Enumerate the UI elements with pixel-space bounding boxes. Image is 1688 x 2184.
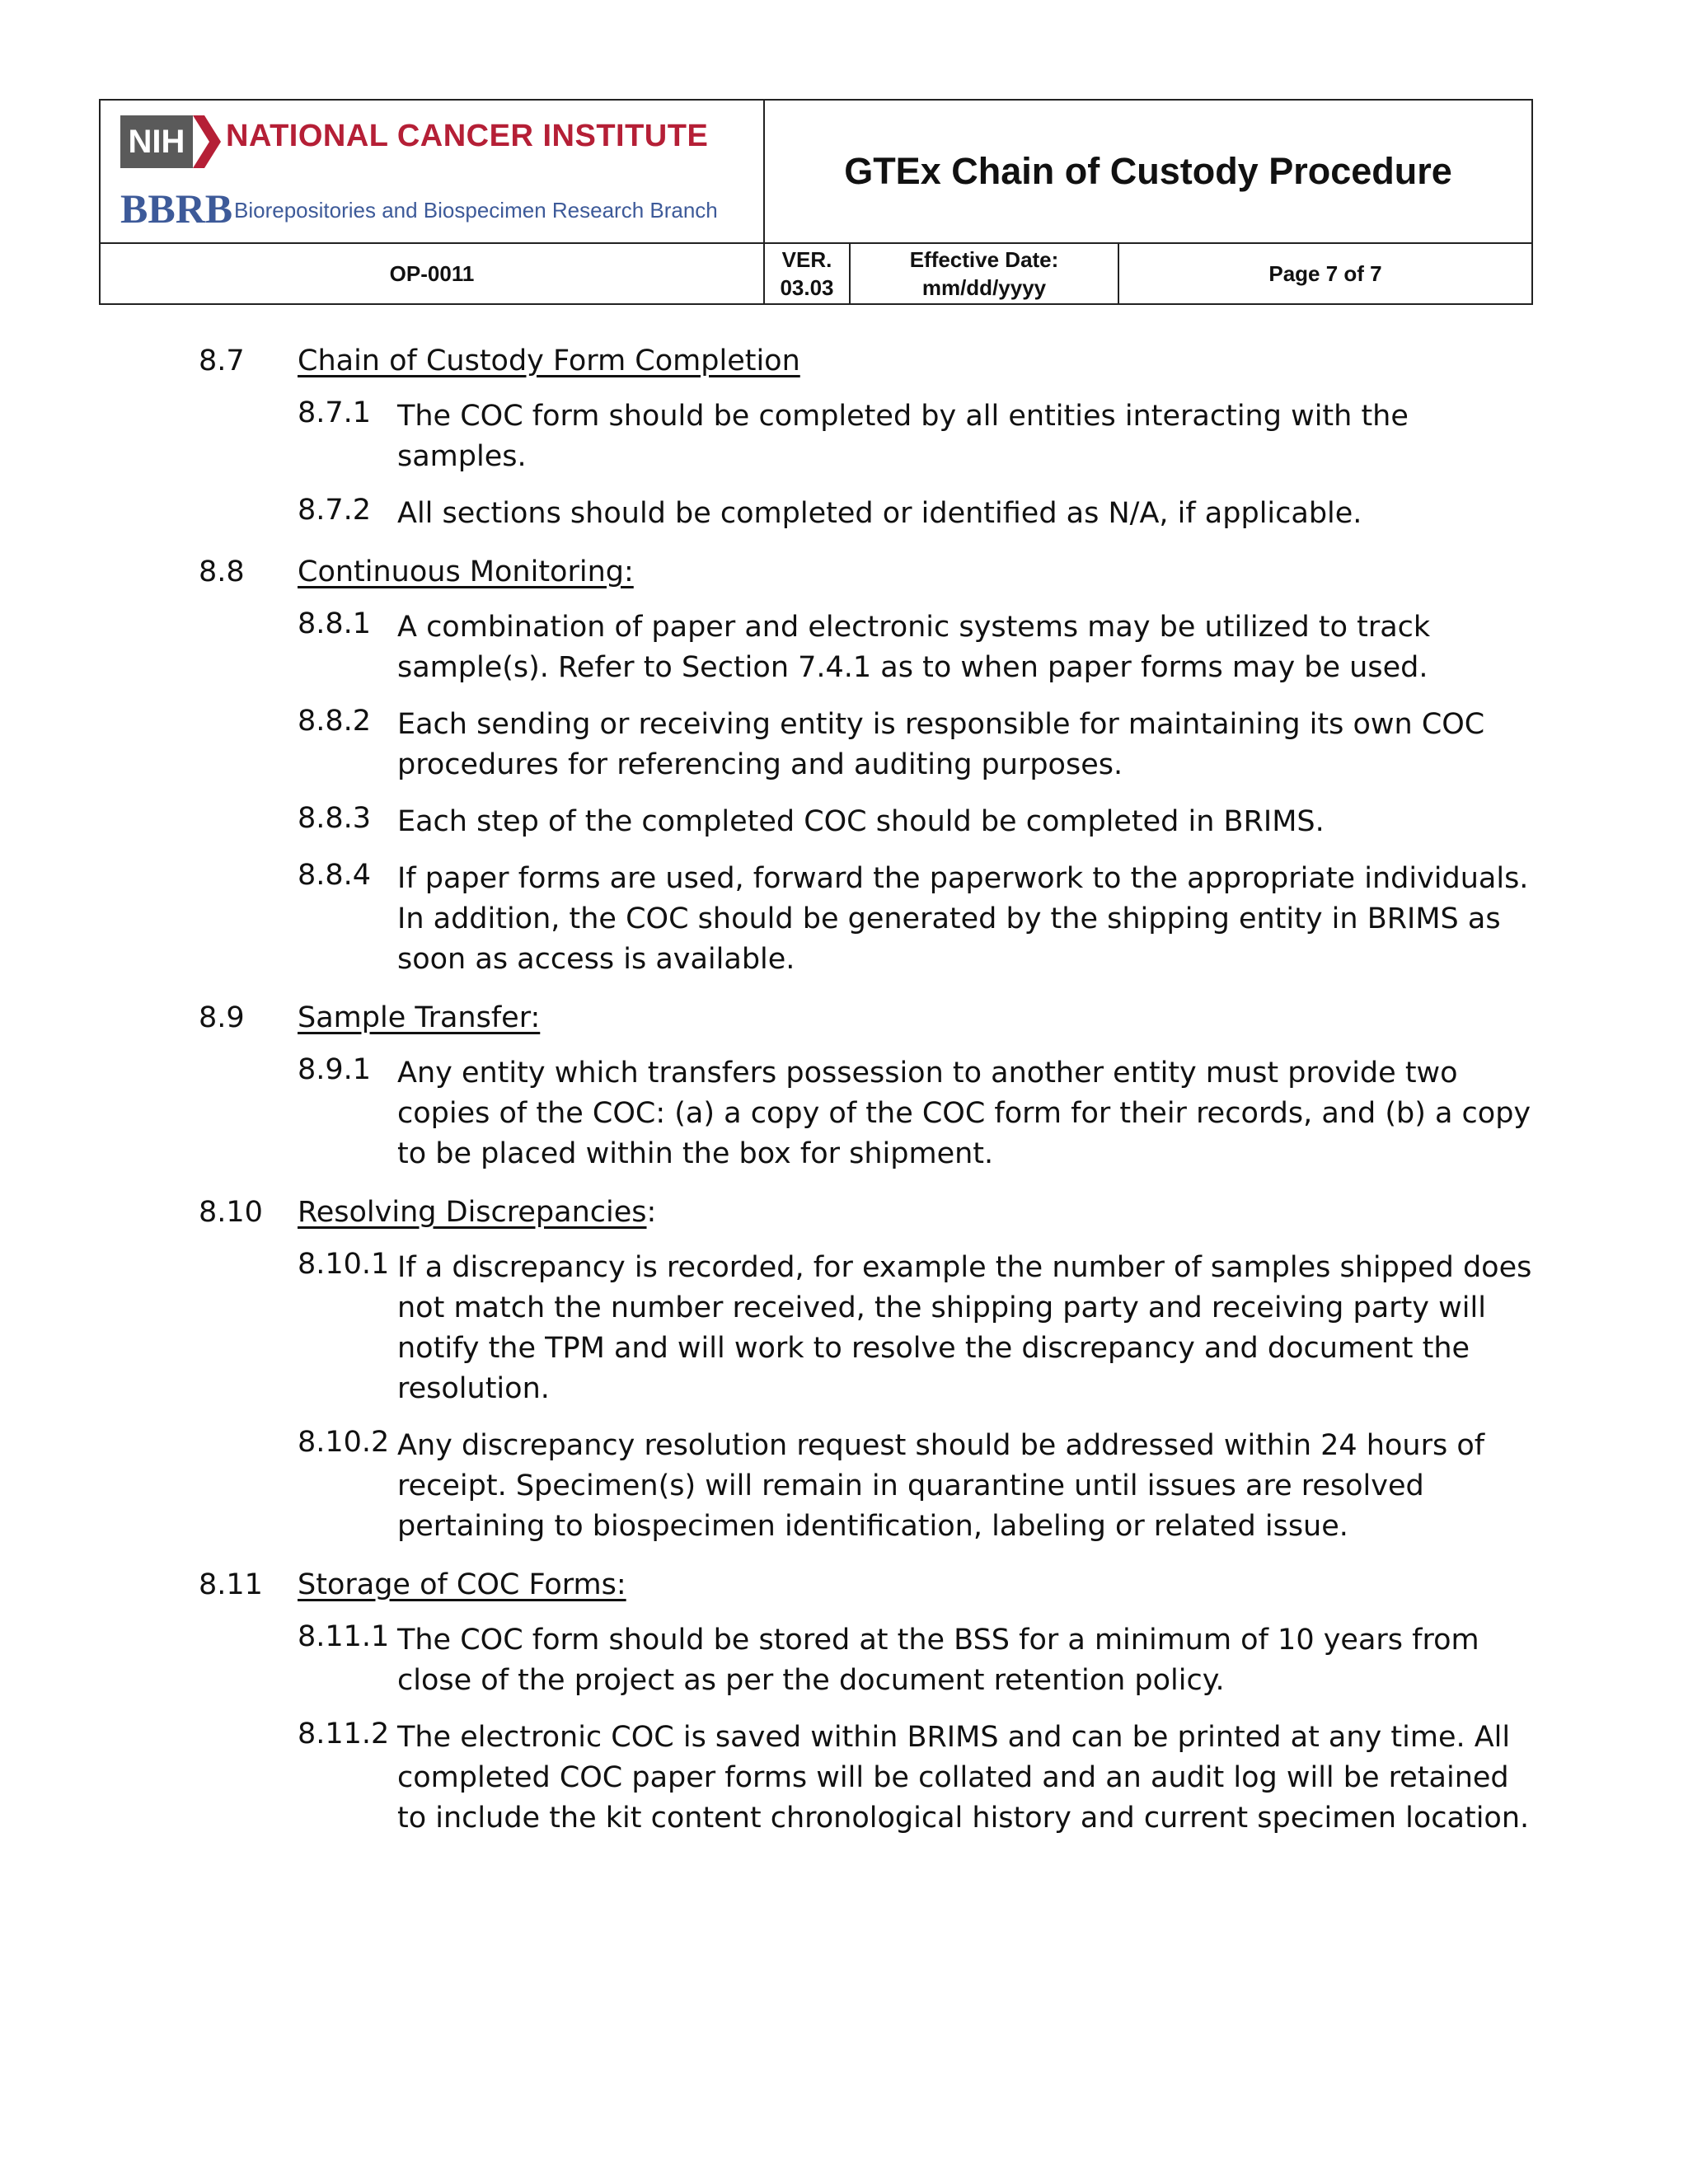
version-cell bbox=[765, 244, 851, 303]
item-text: The COC form should be completed by all entities interacting with the samples. bbox=[397, 400, 1409, 473]
header-top-row bbox=[101, 101, 1531, 244]
section-title-wrap bbox=[298, 344, 800, 377]
list-item bbox=[0, 494, 1688, 551]
list-item bbox=[0, 1248, 1688, 1426]
item-number: 8.11.2 bbox=[298, 1718, 390, 1750]
effective-date-value: mm/dd/yyyy bbox=[921, 275, 1047, 300]
version-label: VER. bbox=[781, 247, 832, 272]
item-text: The electronic COC is saved within BRIMS and can be printed at any time. All completed COC paper forms will be collated and an audit log will be retained to include the kit content chronological history and current specimen location. bbox=[397, 1721, 1530, 1835]
effective-date-cell bbox=[851, 244, 1119, 303]
page-number: Page 7 of 7 bbox=[1268, 261, 1382, 286]
list-item bbox=[0, 859, 1688, 996]
item-number: 8.8.4 bbox=[298, 859, 372, 892]
item-number: 8.8.2 bbox=[298, 705, 372, 738]
section-number: 8.9 bbox=[199, 1001, 245, 1034]
list-item bbox=[0, 1053, 1688, 1191]
section-heading bbox=[0, 1563, 1688, 1620]
section-title-wrap bbox=[298, 1196, 656, 1229]
section-heading bbox=[0, 996, 1688, 1053]
section-number: 8.10 bbox=[199, 1196, 263, 1229]
list-item bbox=[0, 607, 1688, 705]
section-title-wrap bbox=[298, 1568, 626, 1601]
item-text: If a discrepancy is recorded, for example the number of samples shipped does not match the number received, the shipping party and receiving party will notify the TPM and will work to resolve the discrepancy and document the resolution. bbox=[397, 1251, 1532, 1405]
document-body bbox=[0, 340, 1688, 1855]
item-text: Each step of the completed COC should be completed in BRIMS. bbox=[397, 805, 1325, 838]
item-number: 8.10.1 bbox=[298, 1248, 390, 1281]
list-item bbox=[0, 396, 1688, 494]
section-title: Storage of COC Forms: bbox=[298, 1568, 626, 1601]
section-heading bbox=[0, 340, 1688, 396]
list-item bbox=[0, 705, 1688, 802]
item-text: If paper forms are used, forward the paperwork to the appropriate individuals. In addition, the COC should be generated by the shipping entity in BRIMS as soon as access is available. bbox=[397, 862, 1529, 976]
item-number: 8.7.1 bbox=[298, 396, 372, 429]
version-value: 03.03 bbox=[780, 275, 834, 300]
item-number: 8.10.2 bbox=[298, 1426, 390, 1459]
item-number: 8.9.1 bbox=[298, 1053, 372, 1086]
item-number: 8.8.1 bbox=[298, 607, 372, 640]
effective-date-label: Effective Date: bbox=[909, 247, 1059, 272]
branch-name: Biorepositories and Biospecimen Research Branch bbox=[234, 198, 718, 223]
section-heading bbox=[0, 1191, 1688, 1248]
item-text: Any discrepancy resolution request should be addressed within 24 hours of receipt. Specimen(s) will remain in quarantine until issues are resolved pertaining to biospecimen identification, labeling or related issue. bbox=[397, 1429, 1485, 1543]
doc-id: OP-0011 bbox=[101, 244, 765, 303]
header-info-row bbox=[101, 244, 1531, 303]
institute-name: NATIONAL CANCER INSTITUTE bbox=[226, 119, 709, 153]
item-number: 8.7.2 bbox=[298, 494, 372, 527]
section-number: 8.11 bbox=[199, 1568, 263, 1601]
section-title-suffix: : bbox=[646, 1196, 657, 1229]
list-item bbox=[0, 1718, 1688, 1855]
branch-abbreviation: BBRB bbox=[120, 185, 233, 232]
item-text: The COC form should be stored at the BSS for a minimum of 10 years from close of the project as per the document retention policy. bbox=[397, 1624, 1479, 1697]
item-text: All sections should be completed or identified as N/A, if applicable. bbox=[397, 497, 1362, 530]
item-number: 8.8.3 bbox=[298, 802, 372, 835]
list-item bbox=[0, 1620, 1688, 1718]
nih-logo-box: NIH bbox=[120, 115, 193, 168]
section-number: 8.8 bbox=[199, 555, 245, 588]
section-title: Chain of Custody Form Completion bbox=[298, 344, 800, 377]
document-header bbox=[99, 99, 1533, 305]
section-heading bbox=[0, 551, 1688, 607]
section-title: Resolving Discrepancies bbox=[298, 1196, 647, 1229]
section-title-wrap bbox=[298, 1001, 540, 1034]
item-text: A combination of paper and electronic systems may be utilized to track sample(s). Refer to Section 7.4.1 as to when paper forms may be used. bbox=[397, 611, 1431, 684]
item-text: Any entity which transfers possession to another entity must provide two copies of the COC: (a) a copy of the COC form for their records, and (b) a copy to be placed within the box for shipment. bbox=[397, 1057, 1531, 1170]
item-text: Each sending or receiving entity is responsible for maintaining its own COC procedures for referencing and auditing purposes. bbox=[397, 708, 1485, 781]
title-cell bbox=[765, 101, 1531, 242]
nih-chevron-icon bbox=[193, 115, 221, 168]
section-title: Continuous Monitoring: bbox=[298, 555, 634, 588]
section-title: Sample Transfer: bbox=[298, 1001, 541, 1034]
document-title: GTEx Chain of Custody Procedure bbox=[844, 150, 1452, 192]
list-item bbox=[0, 802, 1688, 859]
section-number: 8.7 bbox=[199, 344, 245, 377]
institute-logo bbox=[101, 101, 765, 242]
item-number: 8.11.1 bbox=[298, 1620, 390, 1653]
list-item bbox=[0, 1426, 1688, 1563]
section-title-wrap bbox=[298, 555, 634, 588]
